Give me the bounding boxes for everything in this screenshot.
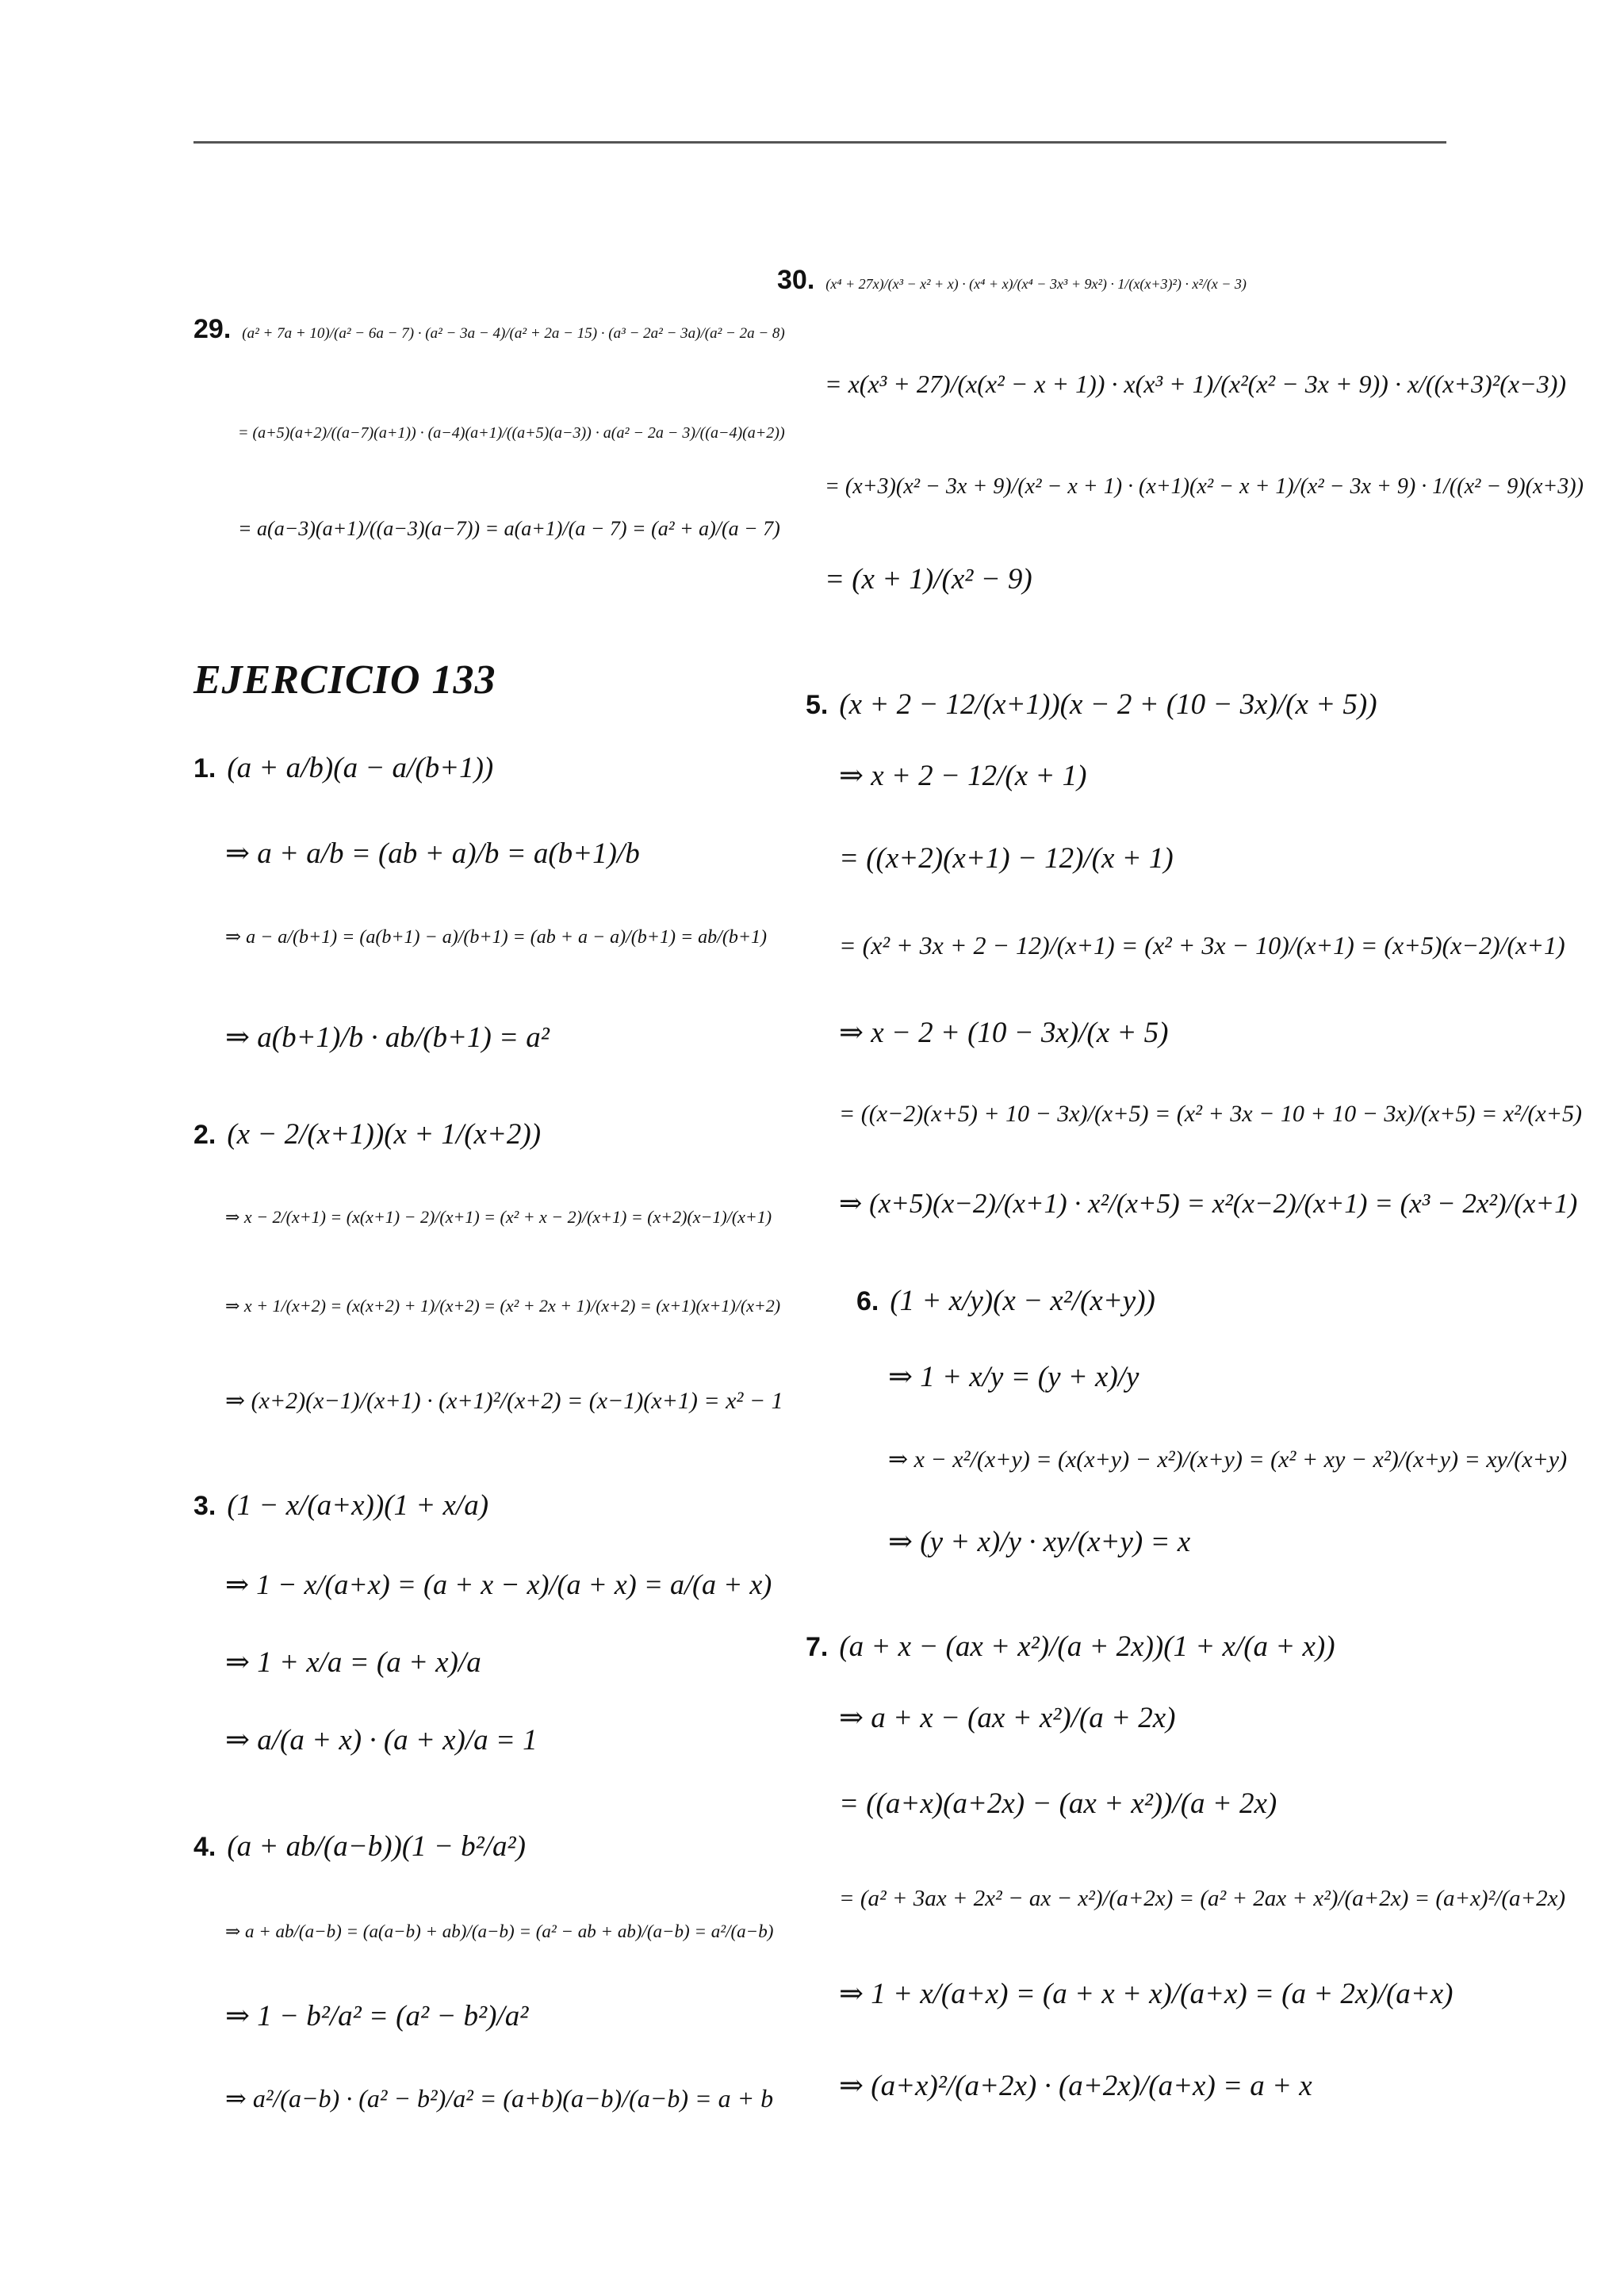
math-line: = (a+5)(a+2)/((a−7)(a+1)) · (a−4)(a+1)/((a+5)(a−3)) · a(a² − 2a − 3)/((a−4)(a+2)) — [238, 424, 785, 442]
math-line: ⇒ 1 + x/a = (a + x)/a — [225, 1646, 481, 1679]
math-line: ⇒ 1 + x/y = (y + x)/y — [888, 1361, 1139, 1393]
math-line: ⇒ (y + x)/y · xy/(x+y) = x — [888, 1526, 1191, 1558]
math-line: ⇒ 1 + x/(a+x) = (a + x + x)/(a+x) = (a + 2x)/(a+x) — [839, 1978, 1454, 2010]
math-line: ⇒ x + 1/(x+2) = (x(x+2) + 1)/(x+2) = (x² + 2x + 1)/(x+2) = (x+1)(x+1)/(x+2) — [225, 1296, 781, 1316]
exercise-title: EJERCICIO 133 — [193, 657, 496, 703]
math-line: = ((a+x)(a+2x) − (ax + x²))/(a + 2x) — [839, 1787, 1277, 1820]
math-line: ⇒ 1 − b²/a² = (a² − b²)/a² — [225, 2000, 529, 2032]
math-line: 4. (a + ab/(a−b))(1 − b²/a²) — [193, 1830, 526, 1863]
math-line: ⇒ x − 2 + (10 − 3x)/(x + 5) — [839, 1017, 1169, 1049]
math-line: ⇒ x − 2/(x+1) = (x(x+1) − 2)/(x+1) = (x² + x − 2)/(x+1) = (x+2)(x−1)/(x+1) — [225, 1207, 772, 1227]
math-line: 30. (x⁴ + 27x)/(x³ − x² + x) · (x⁴ + x)/(x⁴ − 3x³ + 9x²) · 1/(x(x+3)²) · x²/(x − 3) — [777, 265, 1247, 295]
math-line: 6. (1 + x/y)(x − x²/(x+y)) — [856, 1285, 1155, 1317]
math-line: ⇒ a/(a + x) · (a + x)/a = 1 — [225, 1724, 538, 1757]
math-line: ⇒ (x+2)(x−1)/(x+1) · (x+1)²/(x+2) = (x−1)(x+1) = x² − 1 — [225, 1388, 783, 1414]
math-line: 2. (x − 2/(x+1))(x + 1/(x+2)) — [193, 1118, 542, 1151]
math-line: ⇒ a + x − (ax + x²)/(a + 2x) — [839, 1702, 1176, 1734]
math-line: ⇒ x + 2 − 12/(x + 1) — [839, 760, 1087, 792]
math-line: ⇒ 1 − x/(a+x) = (a + x − x)/(a + x) = a/(a + x) — [225, 1569, 772, 1600]
math-line: = x(x³ + 27)/(x(x² − x + 1)) · x(x³ + 1)/(x²(x² − 3x + 9)) · x/((x+3)²(x−3)) — [825, 370, 1567, 398]
math-line: 29. (a² + 7a + 10)/(a² − 6a − 7) · (a² − 3a − 4)/(a² + 2a − 15) · (a³ − 2a² − 3a)/(a² − 2a − 8) — [193, 314, 785, 344]
math-line: = ((x+2)(x+1) − 12)/(x + 1) — [839, 842, 1174, 875]
math-line: ⇒ a(b+1)/b · ab/(b+1) = a² — [225, 1021, 550, 1054]
math-line: = (x + 1)/(x² − 9) — [825, 563, 1032, 596]
math-line: = (x² + 3x + 2 − 12)/(x+1) = (x² + 3x − 10)/(x+1) = (x+5)(x−2)/(x+1) — [839, 931, 1565, 960]
header-rule — [193, 141, 1446, 144]
math-line: = a(a−3)(a+1)/((a−3)(a−7)) = a(a+1)/(a − 7) = (a² + a)/(a − 7) — [238, 517, 780, 540]
math-line: = (x+3)(x² − 3x + 9)/(x² − x + 1) · (x+1)(x² − x + 1)/(x² − 3x + 9) · 1/((x² − 9)(x+3)) — [825, 474, 1584, 499]
math-line: = ((x−2)(x+5) + 10 − 3x)/(x+5) = (x² + 3x − 10 + 10 − 3x)/(x+5) = x²/(x+5) — [839, 1101, 1582, 1127]
math-line: 5. (x + 2 − 12/(x+1))(x − 2 + (10 − 3x)/(x + 5)) — [806, 688, 1377, 721]
math-line: = (a² + 3ax + 2x² − ax − x²)/(a+2x) = (a² + 2ax + x²)/(a+2x) = (a+x)²/(a+2x) — [839, 1886, 1566, 1911]
math-line: 3. (1 − x/(a+x))(1 + x/a) — [193, 1489, 489, 1522]
math-line: ⇒ x − x²/(x+y) = (x(x+y) − x²)/(x+y) = (x² + xy − x²)/(x+y) = xy/(x+y) — [888, 1446, 1568, 1473]
math-line: ⇒ a − a/(b+1) = (a(b+1) − a)/(b+1) = (ab + a − a)/(b+1) = ab/(b+1) — [225, 927, 768, 948]
math-line: ⇒ (x+5)(x−2)/(x+1) · x²/(x+5) = x²(x−2)/(x+1) = (x³ − 2x²)/(x+1) — [839, 1188, 1578, 1219]
math-line: ⇒ a²/(a−b) · (a² − b²)/a² = (a+b)(a−b)/(a−b) = a + b — [225, 2084, 774, 2113]
math-line: ⇒ a + ab/(a−b) = (a(a−b) + ab)/(a−b) = (a² − ab + ab)/(a−b) = a²/(a−b) — [225, 1921, 774, 1941]
math-line: 1. (a + a/b)(a − a/(b+1)) — [193, 752, 494, 784]
math-line: 7. (a + x − (ax + x²)/(a + 2x))(1 + x/(a + x)) — [806, 1630, 1335, 1663]
math-line: ⇒ (a+x)²/(a+2x) · (a+2x)/(a+x) = a + x — [839, 2070, 1312, 2102]
math-line: ⇒ a + a/b = (ab + a)/b = a(b+1)/b — [225, 837, 640, 870]
